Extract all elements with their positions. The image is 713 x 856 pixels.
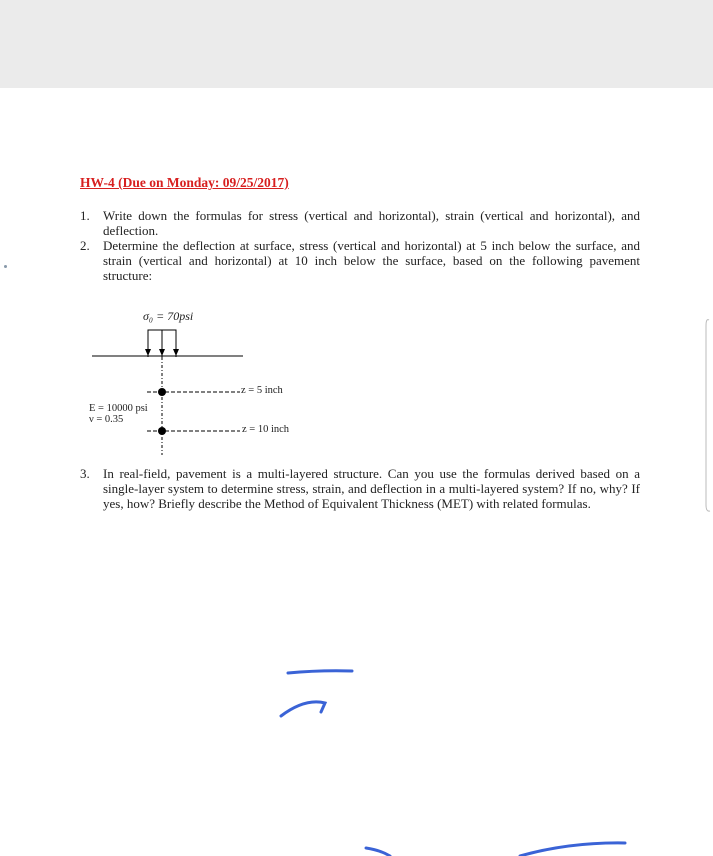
depth2-label: z = 10 inch	[242, 424, 290, 435]
point-z5	[158, 388, 166, 396]
arrow-icon	[145, 349, 151, 356]
page-title: HW-4 (Due on Monday: 09/25/2017)	[80, 175, 289, 190]
question-3: 3. In real-field, pavement is a multi-layered structure. Can you use the formulas derived based on a single-layer system to determine stress, strain, and deflection in a multi-layered system? If no, why? If yes, how? Briefly describe the Method of Equivalent Thickness (MET) with related formulas.	[80, 466, 640, 511]
handwriting-strokes	[281, 671, 625, 856]
depth1-label: z = 5 inch	[241, 385, 283, 396]
arrow-icon	[173, 349, 179, 356]
question-1: 1. Write down the formulas for stress (vertical and horizontal), strain (vertical and horizontal), and deflection.	[80, 208, 640, 238]
point-z10	[158, 427, 166, 435]
question-2: 2. Determine the deflection at surface, stress (vertical and horizontal) at 5 inch below the surface, and strain (vertical and horizontal) at 10 inch below the surface, based on the following pavement structure:	[80, 238, 640, 283]
arrow-icon	[159, 349, 165, 356]
poisson-label: ν = 0.35	[89, 414, 124, 425]
page-edge-bracket	[706, 320, 710, 512]
modulus-label: E = 10000 psi	[89, 403, 148, 414]
load-label: σ₀ = 70psi	[143, 309, 194, 323]
